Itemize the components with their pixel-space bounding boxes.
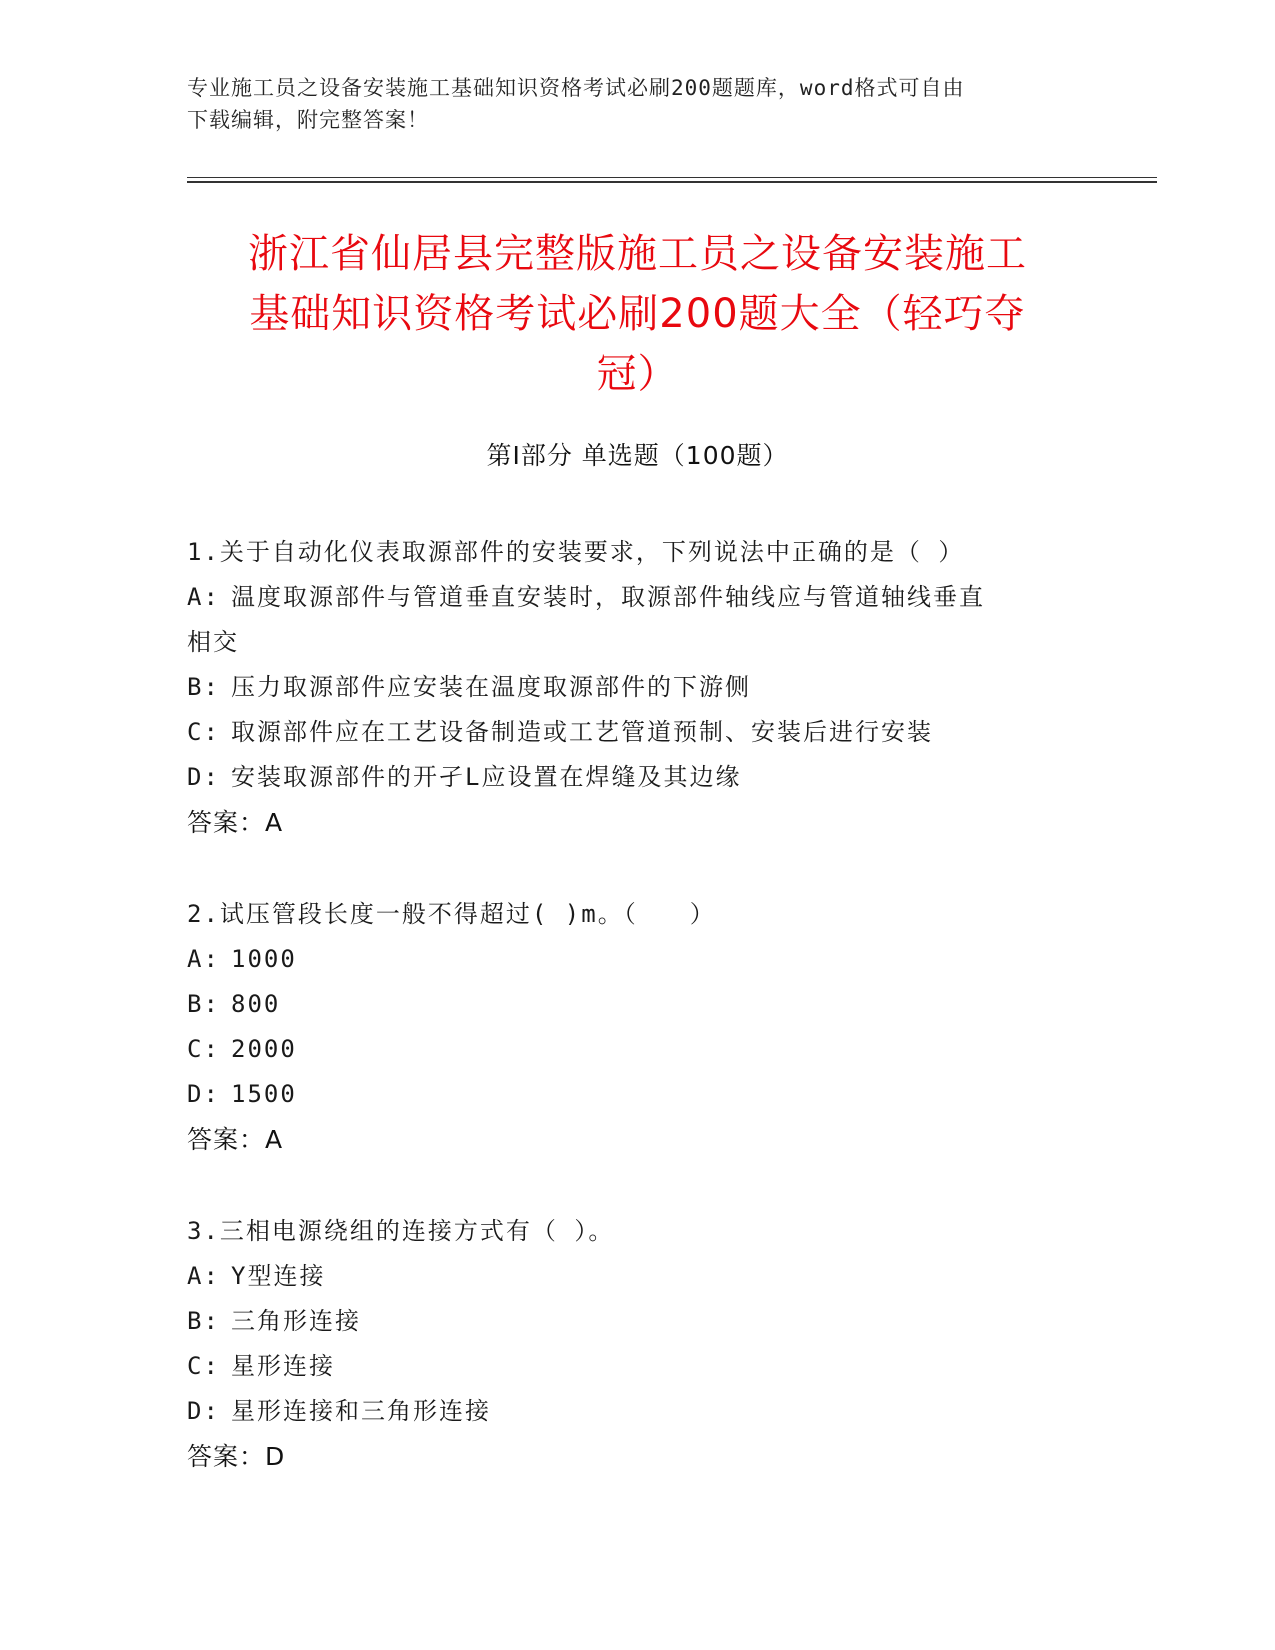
option-letter: C: <box>187 1352 220 1380</box>
header-note-line-1: 专业施工员之设备安装施工基础知识资格考试必刷200题题库，word格式可自由 <box>187 76 965 100</box>
option-letter: C: <box>187 718 220 746</box>
question-stem: 3.三相电源绕组的连接方式有（ ）。 <box>187 1217 615 1245</box>
option-b <box>187 665 1087 710</box>
document-title-line-2: 基础知识资格考试必刷200题大全（轻巧夺 <box>249 291 1026 337</box>
option-text: 1500 <box>231 1080 297 1108</box>
document-title-line-3: 冠） <box>596 351 679 397</box>
option-letter: A: <box>187 945 220 973</box>
option-letter: D: <box>187 763 220 791</box>
header-note-line-2: 下载编辑，附完整答案！ <box>187 108 429 132</box>
option-text: 星形连接和三角形连接 <box>231 1397 491 1425</box>
question-list <box>187 530 1087 1526</box>
header-note <box>187 72 1067 136</box>
option-text: 三角形连接 <box>231 1307 361 1335</box>
question-1 <box>187 530 1087 846</box>
option-c <box>187 1027 1087 1072</box>
option-text: 压力取源部件应安装在温度取源部件的下游侧 <box>231 673 751 701</box>
document-title-line-1: 浙江省仙居县完整版施工员之设备安装施工 <box>248 231 1027 277</box>
question-3 <box>187 1209 1087 1480</box>
option-letter: D: <box>187 1080 220 1108</box>
option-a-continued: 相交 <box>187 628 239 656</box>
option-text: 2000 <box>231 1035 297 1063</box>
question-stem: 2.试压管段长度一般不得超过( )m。（ ） <box>187 900 716 928</box>
header-divider-thin <box>187 177 1157 178</box>
option-letter: A: <box>187 1262 220 1290</box>
option-b <box>187 982 1087 1027</box>
option-letter: B: <box>187 1307 220 1335</box>
option-d <box>187 1072 1087 1117</box>
option-text: 取源部件应在工艺设备制造或工艺管道预制、安装后进行安装 <box>231 718 933 746</box>
option-letter: D: <box>187 1397 220 1425</box>
header-divider-thick <box>187 181 1157 183</box>
option-a <box>187 1254 1087 1299</box>
option-text: 星形连接 <box>231 1352 335 1380</box>
option-c <box>187 710 1087 755</box>
option-letter: C: <box>187 1035 220 1063</box>
question-2 <box>187 892 1087 1163</box>
option-b <box>187 1299 1087 1344</box>
option-c <box>187 1344 1087 1389</box>
section-title: 第Ⅰ部分 单选题（100题） <box>486 441 789 470</box>
option-d <box>187 755 1087 800</box>
option-letter: B: <box>187 673 220 701</box>
option-a <box>187 575 1087 620</box>
answer: 答案：D <box>187 1442 286 1471</box>
option-text: 800 <box>231 990 281 1018</box>
option-text: 温度取源部件与管道垂直安装时，取源部件轴线应与管道轴线垂直 <box>231 583 985 611</box>
question-stem: 1.关于自动化仪表取源部件的安装要求，下列说法中正确的是（ ） <box>187 538 965 566</box>
option-text: Y型连接 <box>231 1262 326 1290</box>
option-a <box>187 937 1087 982</box>
option-text: 1000 <box>231 945 297 973</box>
answer: 答案：A <box>187 808 284 837</box>
option-d <box>187 1389 1087 1434</box>
option-letter: A: <box>187 583 220 611</box>
option-letter: B: <box>187 990 220 1018</box>
answer: 答案：A <box>187 1125 284 1154</box>
option-text: 安装取源部件的开孑L应设置在焊缝及其边缘 <box>231 763 742 791</box>
document-title <box>190 224 1085 404</box>
